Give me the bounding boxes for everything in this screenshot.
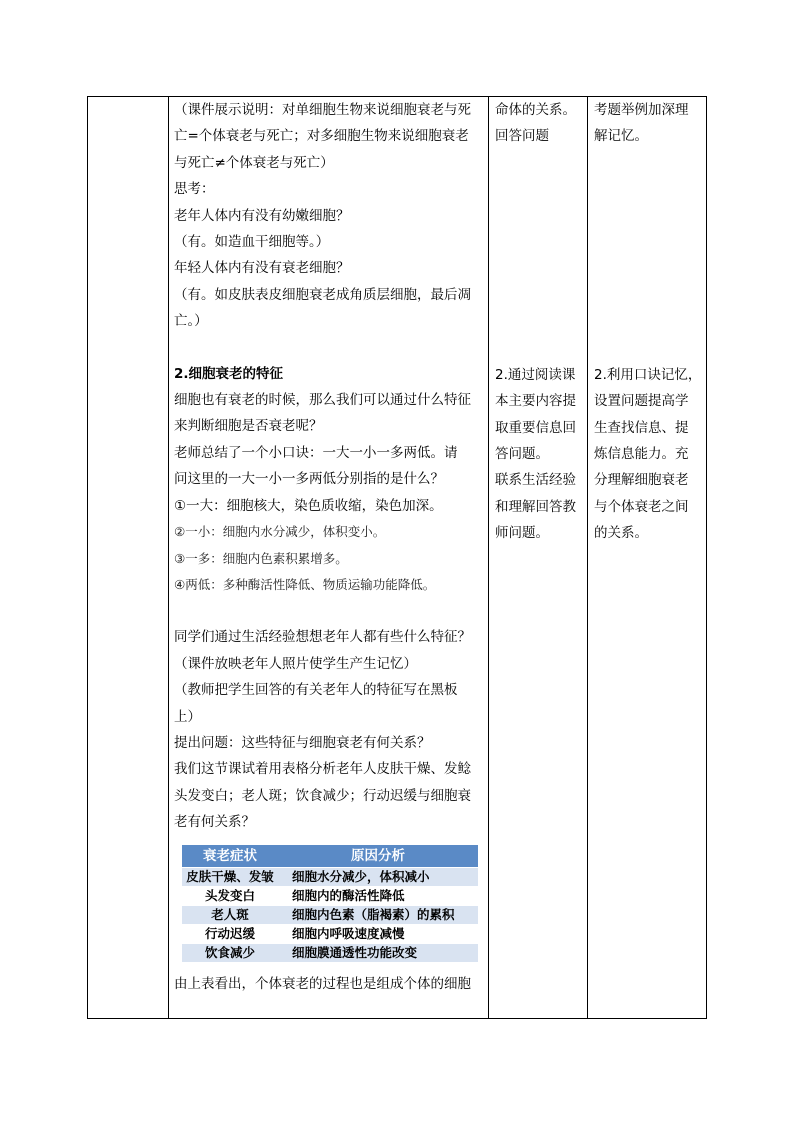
aging-analysis-table	[182, 844, 478, 963]
answer-1: （有。如造血干细胞等。）	[174, 234, 330, 251]
paragraph: 头发变白；老人斑；饮食减少；行动迟缓与细胞衰	[174, 787, 471, 804]
question-1: 老年人体内有没有幼嫩细胞？	[174, 207, 350, 224]
design-intent-column	[589, 97, 707, 547]
paragraph: 老有何关系？	[174, 814, 255, 831]
table-header: 衰老症状	[182, 845, 278, 867]
paragraph: 提出问题：这些特征与细胞衰老有何关系？	[174, 734, 431, 751]
paragraph: 老师总结了一个小口诀：一大一小一多两低。请	[174, 444, 458, 461]
paragraph: 细胞也有衰老的时候，那么我们可以通过什么特征	[174, 392, 471, 409]
paragraph: 问这里的一大一小一多两低分别指的是什么？	[174, 471, 444, 488]
table-row: 头发变白 细胞内的酶活性降低	[182, 887, 478, 905]
table-row: 行动迟缓 细胞内呼吸速度减慢	[182, 925, 478, 943]
intro-line: 亡=个体衰老与死亡；对多细胞生物来说细胞衰老	[174, 128, 469, 145]
intent-text: 2.利用口诀记忆，	[594, 366, 702, 383]
paragraph: 来判断细胞是否衰老呢？	[174, 418, 323, 435]
student-text: 回答问题	[495, 128, 549, 145]
teacher-activity-column	[169, 97, 486, 997]
student-text: 和理解回答教	[495, 498, 576, 515]
student-text: 2.通过阅读课	[495, 366, 576, 383]
paragraph: （课件放映老年人照片使学生产生记忆）	[174, 655, 417, 672]
student-text: 师问题。	[495, 525, 549, 542]
paragraph: 上）	[174, 708, 201, 725]
intent-text: 炼信息能力。充	[594, 446, 689, 463]
feature-2: ②一小：细胞内水分减少，体积变小。	[174, 524, 386, 540]
question-2: 年轻人体内有没有衰老细胞？	[174, 260, 350, 277]
feature-1: ①一大：细胞核大，染色质收缩，染色加深。	[174, 497, 443, 514]
intent-text: 与个体衰老之间	[594, 498, 689, 515]
table-row: 老人斑 细胞内色素（脂褐素）的累积	[182, 906, 478, 924]
paragraph: （教师把学生回答的有关老年人的特征写在黑板	[174, 682, 458, 699]
intent-text: 解记忆。	[594, 128, 648, 145]
paragraph: 由上表看出，个体衰老的过程也是组成个体的细胞	[174, 975, 471, 992]
intro-line: 与死亡≠个体衰老与死亡）	[174, 154, 334, 171]
intent-text: 分理解细胞衰老	[594, 472, 689, 489]
column-divider	[587, 97, 588, 1018]
student-text: 取重要信息回	[495, 419, 576, 436]
student-text: 答问题。	[495, 446, 549, 463]
paragraph: 我们这节课试着用表格分析老年人皮肤干燥、发鲶	[174, 761, 471, 778]
table-header: 原因分析	[278, 845, 478, 867]
answer-2: 亡。）	[174, 313, 208, 330]
student-text: 命体的关系。	[495, 102, 576, 118]
feature-4: ④两低：多种酶活性降低、物质运输功能降低。	[174, 576, 436, 592]
column-divider	[488, 97, 489, 1018]
student-activity-column	[490, 97, 586, 547]
table-row: 饮食减少 细胞膜通透性功能改变	[182, 944, 478, 962]
student-text: 本主要内容提	[495, 393, 576, 410]
paragraph: 同学们通过生活经验想想老年人都有些什么特征？	[174, 629, 471, 646]
lesson-plan-table	[87, 96, 707, 1019]
feature-3: ③一多：细胞内色素积累增多。	[174, 550, 348, 566]
table-row: 皮肤干燥、发皱 细胞水分减少，体积减小	[182, 868, 478, 886]
intent-text: 生查找信息、提	[594, 419, 689, 436]
intent-text: 的关系。	[594, 525, 648, 542]
section-title: 2.细胞衰老的特征	[174, 365, 284, 382]
intent-text: 考题举例加深理	[594, 102, 689, 118]
think-label: 思考：	[174, 181, 215, 198]
intro-line: （课件展示说明：对单细胞生物来说细胞衰老与死	[174, 102, 471, 118]
student-text: 联系生活经验	[495, 472, 576, 489]
intent-text: 设置问题提高学	[594, 393, 689, 410]
answer-2: （有。如皮肤表皮细胞衰老成角质层细胞，最后凋	[174, 286, 471, 303]
